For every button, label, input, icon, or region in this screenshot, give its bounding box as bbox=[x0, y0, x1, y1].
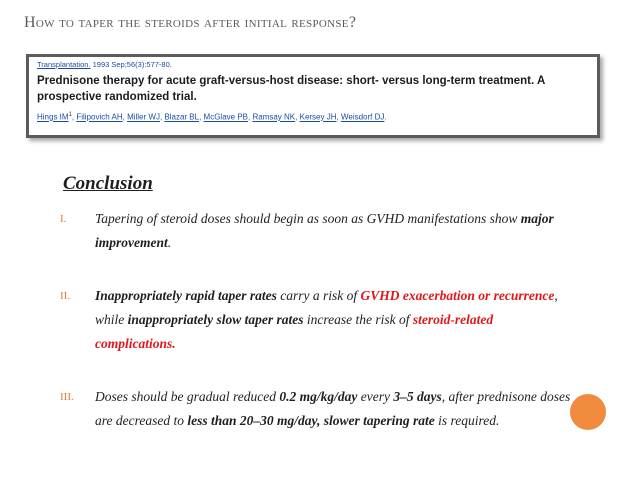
author-link[interactable]: Kersey JH bbox=[299, 112, 337, 122]
item-text bbox=[95, 385, 575, 433]
emphasis-text: slower tapering rate bbox=[323, 413, 435, 428]
text-segment: Tapering of steroid doses should begin as soon as GVHD manifestations show bbox=[95, 211, 521, 226]
highlight-text: steroid-related complications. bbox=[95, 312, 494, 351]
reference-source bbox=[37, 60, 172, 69]
item-number: II. bbox=[60, 290, 71, 302]
slide-title: How to taper the steroids after initial response? bbox=[24, 14, 357, 31]
item-number: I. bbox=[60, 213, 67, 225]
highlight-text: GVHD exacerbation or recurrence bbox=[360, 288, 555, 303]
reference-citation-box bbox=[26, 54, 600, 138]
text-segment: carry a risk of bbox=[276, 288, 361, 303]
emphasis-text: inappropriately slow taper rates bbox=[127, 312, 304, 327]
author-link[interactable]: Weisdorf DJ bbox=[340, 112, 385, 122]
reference-authors: Hings $IM^1$, Filipovich AH, Miller WJ, Blazar BL, McGlave PB, Ramsay NK, Kersey JH, Weisdorf DJ. bbox=[37, 112, 387, 122]
text-segment: , after prednisone doses are decreased to bbox=[95, 389, 571, 428]
emphasis-text: 3–5 days bbox=[393, 389, 442, 404]
author-link[interactable]: McGlave PB bbox=[203, 112, 249, 122]
author-affiliation-mark: 1 bbox=[68, 112, 72, 118]
item-number: III. bbox=[60, 391, 74, 403]
text-segment: , while bbox=[95, 288, 558, 327]
author-link[interactable]: Ramsay NK bbox=[252, 112, 296, 122]
item-text bbox=[95, 284, 575, 356]
emphasis-text: less than 20–30 mg/day, bbox=[187, 413, 321, 428]
journal-link[interactable]: Transplantation. bbox=[37, 60, 91, 69]
text-segment: increase the risk of bbox=[303, 312, 413, 327]
emphasis-text: 0.2 mg/kg/day bbox=[279, 389, 358, 404]
author-link[interactable]: Filipovich AH bbox=[76, 112, 123, 122]
author-link[interactable]: Blazar BL bbox=[164, 112, 200, 122]
journal-details: 1993 Sep;56(3):577-80. bbox=[92, 60, 172, 69]
text-segment: is required. bbox=[434, 413, 500, 428]
text-segment: every bbox=[357, 389, 394, 404]
author-link[interactable]: Hings IM bbox=[37, 112, 69, 122]
conclusion-heading: Conclusion bbox=[63, 173, 153, 194]
reference-title: Prednisone therapy for acute graft-versus-host disease: short- versus long-term treatment. A prospective randomized trial. bbox=[37, 75, 545, 103]
text-segment: Doses should be gradual reduced bbox=[95, 389, 280, 404]
author-link[interactable]: Miller WJ bbox=[127, 112, 160, 122]
emphasis-text: major improvement bbox=[95, 211, 554, 250]
decorative-orange-circle bbox=[570, 394, 606, 430]
emphasis-text: Inappropriately rapid taper rates bbox=[95, 288, 277, 303]
item-text bbox=[95, 207, 575, 255]
text-segment: . bbox=[167, 235, 172, 250]
